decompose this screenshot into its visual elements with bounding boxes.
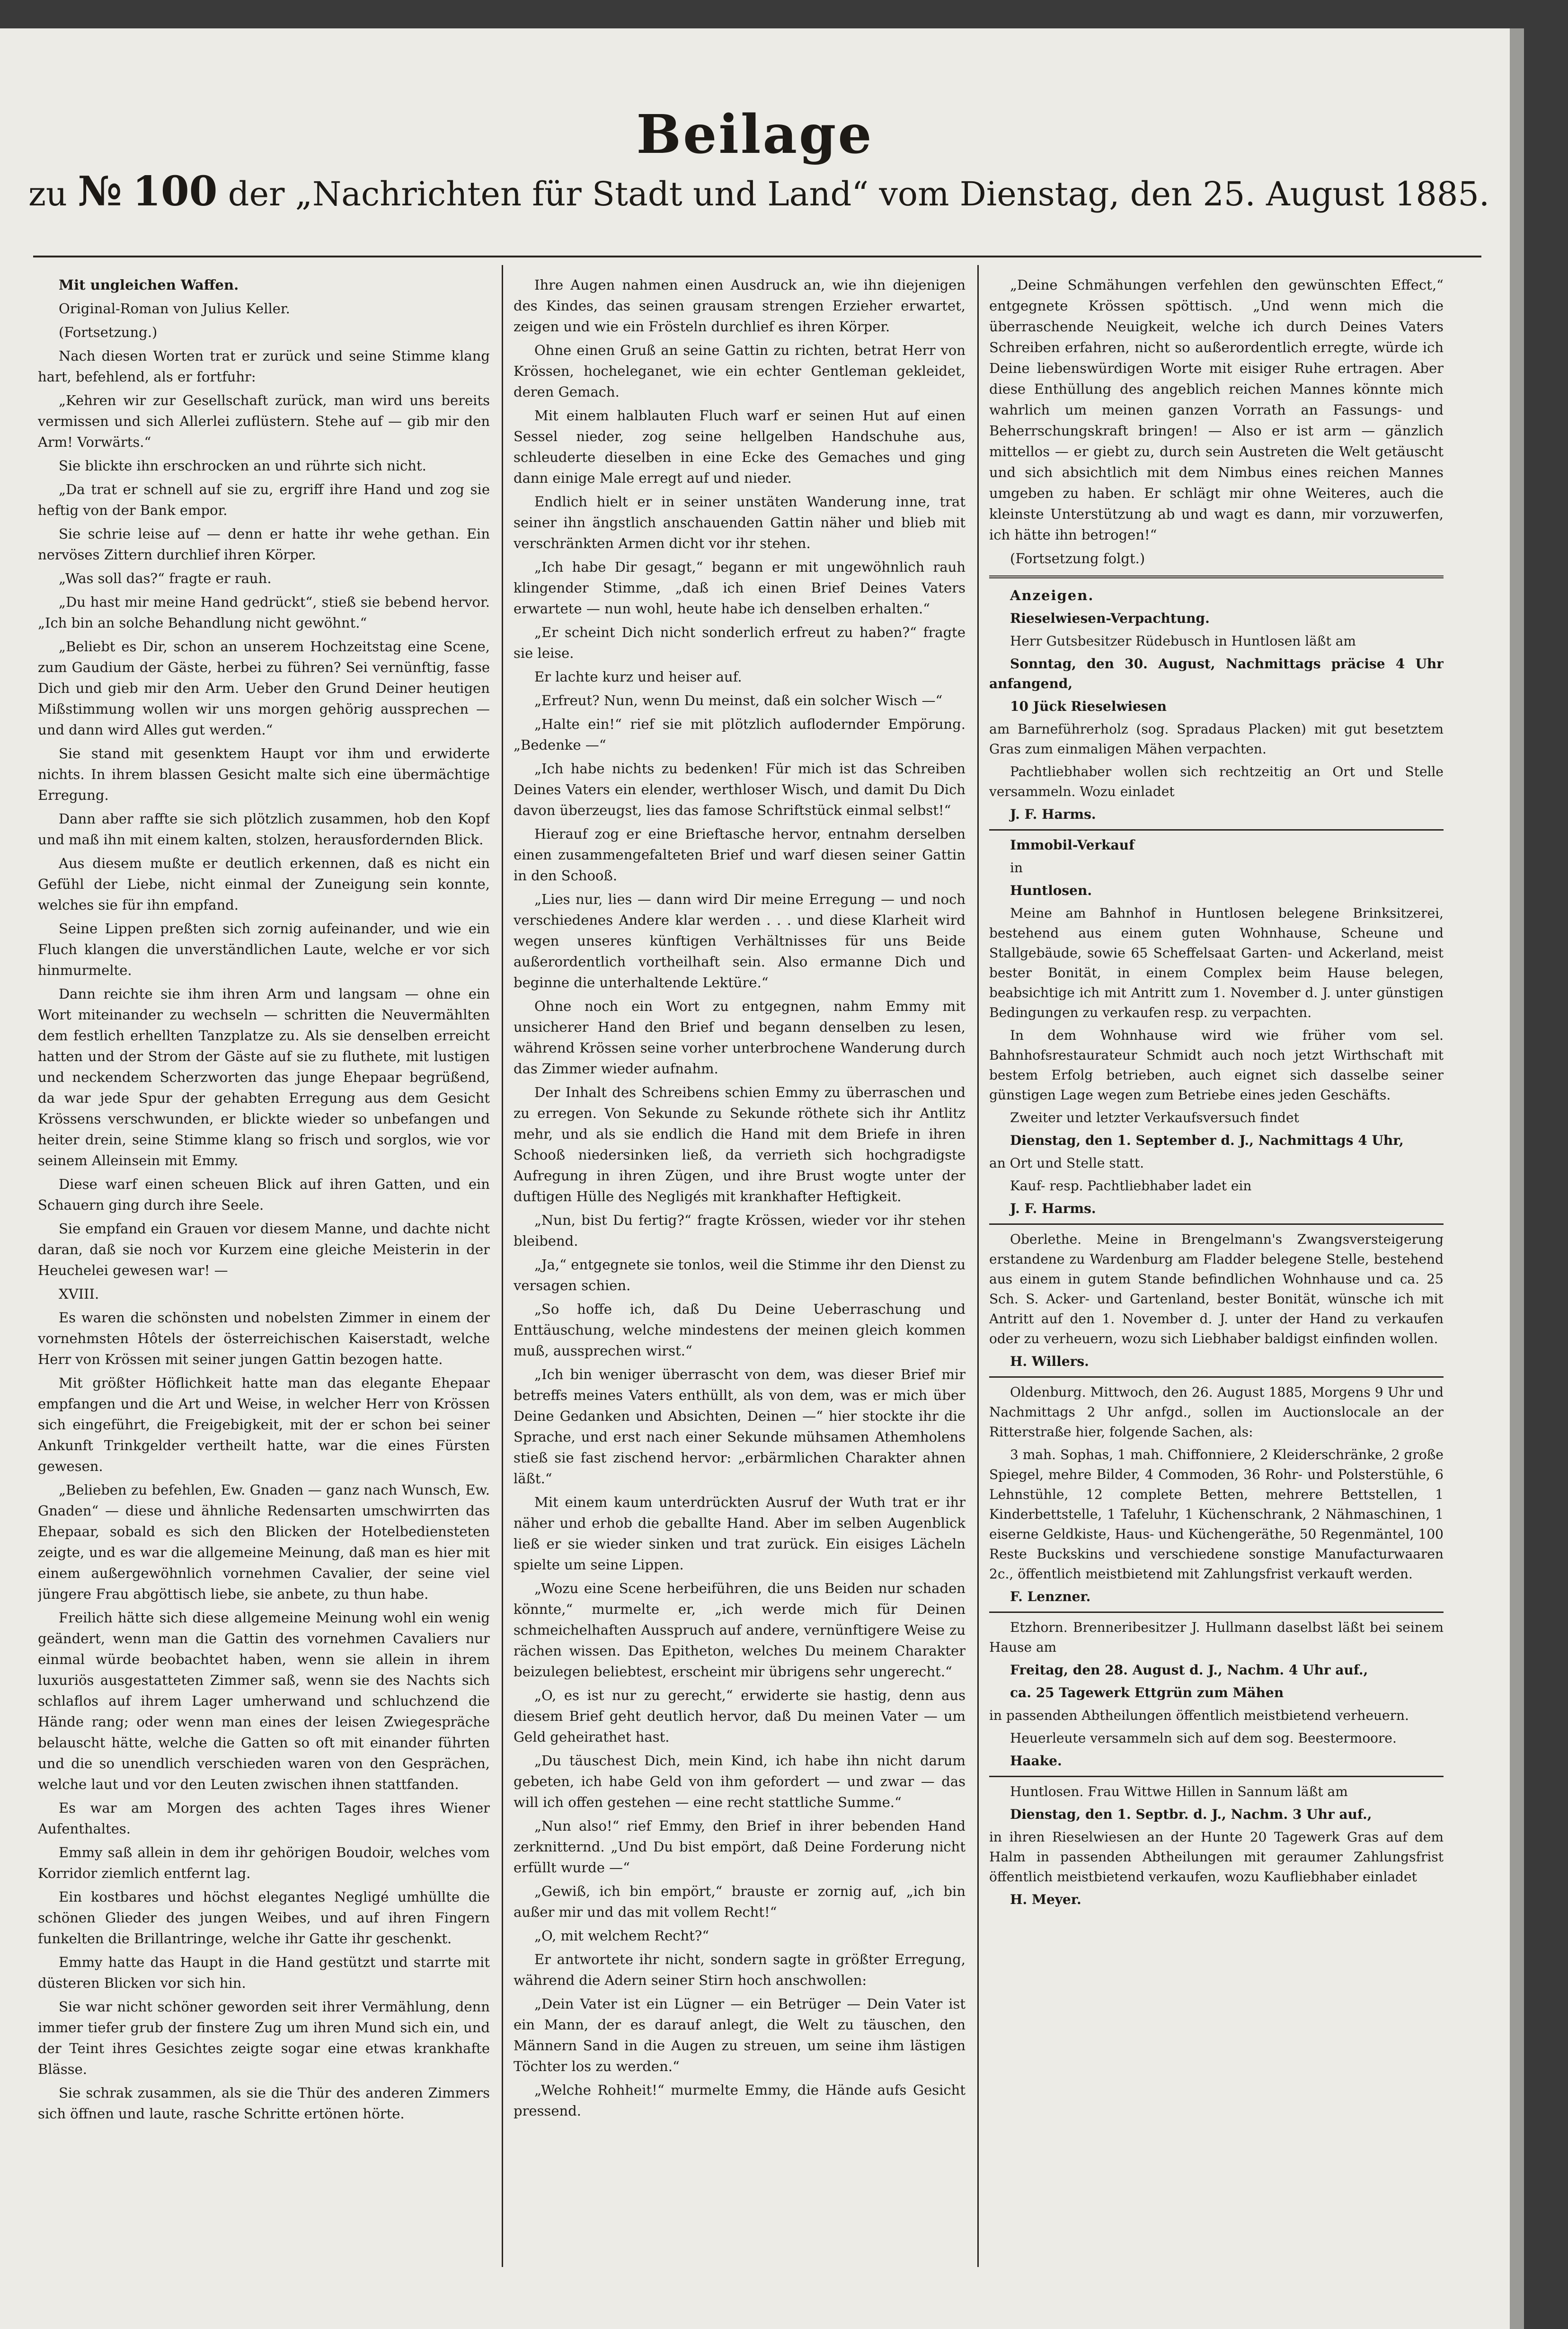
ad-etzhorn [989, 1618, 1444, 1771]
paragraph: „Er scheint Dich nicht sonderlich erfreut zu haben?“ fragte sie leise. [514, 624, 966, 661]
ad-oberlethe [989, 1230, 1444, 1372]
paragraph: Hierauf zog er eine Brieftasche hervor, entnahm derselben einen zusammengefalteten Brief und warf diesen seiner Gattin in den Schooß. [514, 826, 966, 884]
paragraph: Ihre Augen nahmen einen Ausdruck an, wie ihn diejenigen des Kindes, das seinen grausam strengen Erzieher erwartet, zeigen und wie ein Frösteln durchlief es ihren Körper. [514, 277, 966, 335]
paragraph: „Ich habe nichts zu bedenken! Für mich ist das Schreiben Deines Vaters ein elender, werthloser Wisch, und damit Du Dich davon überzeugst, lies das famose Schriftstück einmal selbst!“ [514, 761, 966, 818]
paragraph: Mit einem halblauten Fluch warf er seinen Hut auf einen Sessel nieder, zog seine hellgelben Handschuhe aus, schleuderte dieselben in eine Ecke des Gemaches und ging dann einige Male erregt auf und nieder. [514, 407, 966, 486]
ad1-text1: Herr Gutsbesitzer Rüdebusch in Huntlosen läßt am [1010, 633, 1356, 649]
paragraph: Er lachte kurz und heiser auf. [534, 669, 742, 685]
paragraph: Mit größter Höflichkeit hatte man das elegante Ehepaar empfangen und die Art und Weise, in welcher Herr von Krössen sich eingeführt, die Freigebigkeit, mit der er schon bei seiner Ankunft Trinkgelder vertheilt hatte, war die eines Fürsten gewesen. [38, 1375, 490, 1474]
paragraph: „Lies nur, lies — dann wird Dir meine Erregung — und noch verschiedenes Andere klar werden . . . und diese Klarheit wird wegen unseres künftigen Verhältnisses für uns Beide außerordentlich vortheilhaft sein. Also ermanne Dich und beginne die unterhaltende Lektüre.“ [514, 891, 966, 991]
paragraph: „Dein Vater ist ein Lügner — ein Betrüger — Dein Vater ist ein Mann, der es darauf anlegt, die Welt zu täuschen, den Männern Sand in die Augen zu streuen, um seine ihm lästigen Töchter los zu werden.“ [514, 1996, 966, 2074]
ad6-date: Dienstag, den 1. Septbr. d. J., Nachm. 3 Uhr auf., [1010, 1807, 1372, 1822]
paragraph: „Wozu eine Scene herbeiführen, die uns Beiden nur schaden könnte,“ murmelte er, „ich werde mich für Deinen schmeichelhaften Ausspruch auf andere, vernünftigere Weise zu rächen wissen. Das Epitheton, welches Du meinem Charakter beizulegen beliebtest, erscheint mir übrigens sehr ungerecht.“ [514, 1580, 966, 1680]
ad-separator [989, 1612, 1444, 1613]
paragraph: Sie schrie leise auf — denn er hatte ihr wehe gethan. Ein nervöses Zittern durchlief ihren Körper. [38, 526, 490, 563]
paragraph: Aus diesem mußte er deutlich erkennen, daß es nicht ein Gefühl der Liebe, nicht einmal der Zuneigung sein konnte, welches sie für ihn empfand. [38, 855, 490, 913]
paragraph: Dann aber raffte sie sich plötzlich zusammen, hob den Kopf und maß ihn mit einem kalten, stolzen, herausfordernden Blick. [38, 811, 490, 848]
number-sign: № [78, 168, 122, 215]
ad5-signature: Haake. [1010, 1753, 1062, 1769]
column-divider-2 [977, 265, 979, 2267]
masthead-rule [33, 256, 1481, 257]
ad2-headline: Immobil-Verkauf [1010, 837, 1135, 853]
serial-continued: (Fortsetzung.) [59, 324, 158, 340]
issue-prefix: zu [28, 175, 67, 213]
paragraph: „So hoffe ich, daß Du Deine Ueberraschung und Enttäuschung, welche mindestens der meinen gleich kommen muß, aussprechen wirst.“ [514, 1301, 966, 1359]
ad-auction [989, 1382, 1444, 1607]
ad2-text4: an Ort und Stelle statt. [989, 1155, 1144, 1171]
ad-immobil [989, 835, 1444, 1219]
col1-text-a [38, 345, 490, 1281]
paragraph: Er antwortete ihr nicht, sondern sagte in größter Erregung, während die Adern seiner Stirn hoch anschwollen: [514, 1951, 966, 1988]
ad1-item: 10 Jück Rieselwiesen [1010, 699, 1167, 714]
ad5-date: Freitag, den 28. August d. J., Nachm. 4 Uhr auf., [1010, 1662, 1368, 1678]
paragraph: „Gewiß, ich bin empört,“ brauste er zornig auf, „ich bin außer mir und das mit vollem Recht!“ [514, 1883, 966, 1920]
column-3 [989, 275, 1444, 2272]
ad6-text2: in ihren Rieselwiesen an der Hunte 20 Tagewerk Gras auf dem Halm in passenden Abtheilungen mit geraumer Zahlungsfrist öffentlich meistbietend verkaufen, wozu Kaufliebhaber einladet [989, 1829, 1444, 1885]
ad5-item: ca. 25 Tagewerk Ettgrün zum Mähen [1010, 1685, 1284, 1700]
paragraph: „Ich habe Dir gesagt,“ begann er mit ungewöhnlich rauh klingender Stimme, „daß ich einen Brief Deines Vaters erwartete — nun wohl, heute habe ich denselben erhalten.“ [514, 559, 966, 617]
paragraph: Diese warf einen scheuen Blick auf ihren Gatten, und ein Schauern ging durch ihre Seele. [38, 1176, 490, 1213]
ad1-headline: Rieselwiesen-Verpachtung. [1010, 611, 1210, 626]
ad-separator [989, 829, 1444, 831]
ad5-text3: Heuerleute versammeln sich auf dem sog. Beestermoore. [1010, 1730, 1397, 1746]
paragraph: „Du täuschest Dich, mein Kind, ich habe ihn nicht darum gebeten, ich habe Geld von ihm gefordert — und zwar — das will ich offen gestehen — eine recht stattliche Summe.“ [514, 1753, 966, 1810]
paragraph: Ohne einen Gruß an seine Gattin zu richten, betrat Herr von Krössen, hocheleganet, wie ein echter Gentleman gekleidet, deren Gemach. [514, 342, 966, 400]
ad-separator [989, 1223, 1444, 1225]
paragraph: Es waren die schönsten und nobelsten Zimmer in einem der vornehmsten Hôtels der österreichischen Kaiserstadt, welche Herr von Krössen mit seiner jungen Gattin bezogen hatte. [38, 1310, 490, 1367]
ad-separator [989, 1776, 1444, 1777]
ad2-text5: Kauf- resp. Pachtliebhaber ladet ein [1010, 1178, 1252, 1194]
ads-section-title: Anzeigen. [1010, 587, 1094, 603]
paragraph: „Da trat er schnell auf sie zu, ergriff ihre Hand und zog sie heftig von der Bank empor. [38, 481, 490, 518]
ad1-text3: Pachtliebhaber wollen sich rechtzeitig an Ort und Stelle versammeln. Wozu einladet [989, 764, 1444, 799]
paragraph: „Was soll das?“ fragte er rauh. [59, 570, 272, 586]
ad2-in: in [1010, 860, 1023, 876]
ad5-text2: in passenden Abtheilungen öffentlich meistbietend verheuern. [989, 1708, 1409, 1723]
col1-text-b [38, 1307, 490, 2124]
paragraph: „Du hast mir meine Hand gedrückt“, stieß sie bebend hervor. „Ich bin an solche Behandlung nicht gewöhnt.“ [38, 594, 490, 631]
column-2 [514, 275, 966, 2272]
paragraph: Endlich hielt er in seiner unstäten Wanderung inne, trat seiner ihn ängstlich anschauenden Gattin näher und blieb mit verschränkten Armen dicht vor ihr stehen. [514, 494, 966, 551]
ad-huntlosen [989, 1782, 1444, 1910]
paragraph: Ohne noch ein Wort zu entgegnen, nahm Emmy mit unsicherer Hand den Brief und begann denselben zu lesen, während Krössen seine vorher unterbrochene Wanderung durch das Zimmer wieder aufnahm. [514, 998, 966, 1077]
ad1-text2: am Barneführerholz (sog. Spradaus Placken) mit gut besetztem Gras zum einmaligen Mähen verpachten. [989, 721, 1444, 757]
issue-number: 100 [132, 168, 218, 215]
paragraph: Es war am Morgen des achten Tages ihres Wiener Aufenthaltes. [38, 1800, 490, 1837]
paragraph: Sie stand mit gesenktem Haupt vor ihm und erwiderte nichts. In ihrem blassen Gesicht malte sich eine übermächtige Erregung. [38, 745, 490, 803]
paragraph: „Deine Schmähungen verfehlen den gewünschten Effect,“ entgegnete Krössen spöttisch. „Und wenn mich die überraschende Neuigkeit, welche ich durch Deines Vaters Schreiben erfahren, nicht so außerordentlich erregte, würde ich Deine liebenswürdigen Worte mit eisiger Ruhe ertragen. Aber diese Enthüllung des angeblich reichen Mannes könnte mich wahrlich um meinen ganzen Vorrath an Fassungs- und Beherrschungskraft bringen! — Also er ist arm — gänzlich mittellos — er giebt zu, durch sein Austreten die Welt getäuscht und sich absichtlich mit dem Nimbus eines reichen Mannes umgeben zu haben. Er schlägt mir ohne Weiteres, auch die kleinste Unterstützung ab und wagt es dann, mir vorzuwerfen, ich hätte ihn betrogen!“ [989, 277, 1444, 543]
paragraph: Sie empfand ein Grauen vor diesem Manne, und dachte nicht daran, daß sie noch vor Kurzem eine gleiche Meisterin in der Heuchelei gewesen war! — [38, 1221, 490, 1278]
col3-text [989, 275, 1444, 545]
ad2-text3: Zweiter und letzter Verkaufsversuch findet [1010, 1110, 1299, 1125]
ad2-place: Huntlosen. [1010, 883, 1092, 898]
ad4-text2: 3 mah. Sophas, 1 mah. Chiffonniere, 2 Kleiderschränke, 2 große Spiegel, mehre Bilder, 4 Commoden, 36 Rohr- und Polsterstühle, 6 Lehnstühle, 12 complete Betten, mehrere Bettstellen, 1 Kinderbettstelle, 1 Tafeluhr, 1 Küchenschrank, 2 Nähmaschinen, 1 eiserne Geldkiste, Haus- und Küchengeräthe, 50 Regenmäntel, 100 Reste Buckskins und verschiedene sonstige Manufacturwaaren 2c., öffentlich meistbietend mit Zahlungsfrist verkauft werden. [989, 1447, 1444, 1582]
paragraph: „Beliebt es Dir, schon an unserem Hochzeitstag eine Scene, zum Gaudium der Gäste, herbei zu führen? Sei vernünftig, fasse Dich und gieb mir den Arm. Ueber den Grund Deiner heutigen Mißstimmung wollen wir uns morgen gehörig aussprechen — und dann wird Alles gut werden.“ [38, 638, 490, 738]
to-be-continued: (Fortsetzung folgt.) [1010, 550, 1145, 567]
paragraph: „Nun also!“ rief Emmy, den Brief in ihrer bebenden Hand zerknitternd. „Und Du bist empört, daß Deine Forderung nicht erfüllt wurde —“ [514, 1818, 966, 1876]
paragraph: „O, mit welchem Recht?“ [534, 1928, 709, 1944]
ad3-text: Oberlethe. Meine in Brengelmann's Zwangsversteigerung erstandene zu Wardenburg am Fladder belegene Stelle, bestehend aus einem in gutem Stande befindlichen Wohnhause und ca. 25 Sch. S. Acker- und Gartenland, bester Bonität, wünsche ich mit Antritt auf den 1. November d. J. unter der Hand zu verkaufen oder zu verheuern, wozu sich Liebhaber baldigst einfinden wollen. [989, 1231, 1444, 1346]
ad5-text1: Etzhorn. Brenneribesitzer J. Hullmann daselbst läßt bei seinem Hause am [989, 1620, 1444, 1655]
paragraph: Sie blickte ihn erschrocken an und rührte sich nicht. [59, 458, 426, 474]
paragraph: „Erfreut? Nun, wenn Du meinst, daß ein solcher Wisch —“ [534, 692, 943, 708]
paragraph: Emmy hatte das Haupt in die Hand gestützt und starrte mit düsteren Blicken vor sich hin. [38, 1954, 490, 1991]
serial-author: Original-Roman von Julius Keller. [59, 301, 290, 317]
issue-line [28, 166, 1490, 220]
ad1-signature: J. F. Harms. [1010, 806, 1096, 822]
paragraph: „O, es ist nur zu gerecht,“ erwiderte sie hastig, denn aus diesem Brief geht deutlich hervor, daß Du meinen Vater — um Geld geheirathet hast. [514, 1687, 966, 1745]
ad4-text1: Oldenburg. Mittwoch, den 26. August 1885, Morgens 9 Uhr und Nachmittags 2 Uhr anfgd., sollen im Auctionslocale an der Ritterstraße hier, folgende Sachen, als: [989, 1384, 1444, 1440]
ad-rieselwiesen [989, 609, 1444, 824]
paragraph: Freilich hätte sich diese allgemeine Meinung wohl ein wenig geändert, wenn man die Gattin des vornehmen Cavaliers nur einmal würde beobachtet haben, wenn sie allein in ihrem luxuriös ausgestatteten Zimmer saß, wenn sie des Nachts sich schlaflos auf ihrem Lager umherwand und schluchzend die Hände rang; oder wenn man eines der leisen Zwiegespräche belauscht hätte, welche die Gatten so oft mit einander führten und die so unendlich verschieden waren von den Gesprächen, welche laut und vor den Leuten zwischen ihnen stattfanden. [38, 1610, 490, 1792]
paragraph: „Ich bin weniger überrascht von dem, was dieser Brief mir betreffs meines Vaters enthüllt, als von dem, was er mich über Deine Gedanken und Absichten, Deinen —“ hier stockte ihr die Sprache, und erst nach einer Sekunde mühsamen Athemholens stieß sie fast zischend hervor: „erbärmlichen Charakter ahnen läßt.“ [514, 1366, 966, 1487]
ad2-text2: In dem Wohnhause wird wie früher vom sel. Bahnhofsrestaurateur Schmidt auch noch jetzt Wirthschaft mit bestem Erfolg betrieben, auch eignet sich dasselbe seiner günstigen Lage wegen zum Betriebe eines jeden Geschäfts. [989, 1027, 1444, 1103]
paragraph: „Nun, bist Du fertig?“ fragte Krössen, wieder vor ihr stehen bleibend. [514, 1212, 966, 1249]
ad6-text1: Huntlosen. Frau Wittwe Hillen in Sannum läßt am [1010, 1784, 1348, 1799]
paragraph: Der Inhalt des Schreibens schien Emmy zu überraschen und zu erregen. Von Sekunde zu Sekunde röthete sich ihr Antlitz mehr, und als sie endlich die Hand mit dem Briefe in ihren Schooß niedersinken ließ, da verrieth sich hochgradigste Aufregung in ihren Zügen, und ihre Brust wogte unter der duftigen Hülle des Negligés mit krankhafter Heftigkeit. [514, 1084, 966, 1204]
serial-title: Mit ungleichen Waffen. [59, 277, 239, 293]
paragraph: Ein kostbares und höchst elegantes Negligé umhüllte die schönen Glieder des jungen Weibes, und auf ihren Fingern funkelten die Brillantringe, welche ihr Gatte ihr geschenkt. [38, 1889, 490, 1947]
ad2-date: Dienstag, den 1. September d. J., Nachmittags 4 Uhr, [1010, 1133, 1404, 1148]
ad3-signature: H. Willers. [1010, 1354, 1089, 1369]
ad4-signature: F. Lenzner. [1010, 1589, 1091, 1604]
paragraph: „Ja,“ entgegnete sie tonlos, weil die Stimme ihr den Dienst zu versagen schien. [514, 1257, 966, 1293]
paragraph: „Belieben zu befehlen, Ew. Gnaden — ganz nach Wunsch, Ew. Gnaden“ — diese und ähnliche Redensarten umschwirrten das Ehepaar, sobald es sich den Blicken der Hotelbediensteten zeigte, und es war die allgemeine Meinung, daß man es hier mit einem außergewöhnlich vornehmen Cavalier, der seine viel jüngere Frau abgöttisch liebe, sie anbete, zu thun habe. [38, 1482, 490, 1602]
supplement-title: Beilage [636, 104, 874, 166]
paragraph: Emmy saß allein in dem ihr gehörigen Boudoir, welches vom Korridor ziemlich entfernt lag. [38, 1844, 490, 1881]
ads-rule [989, 576, 1444, 578]
paragraph: Seine Lippen preßten sich zornig aufeinander, und wie ein Fluch klangen die unverständlichen Laute, welche er vor sich hinmurmelte. [38, 921, 490, 978]
chapter-heading: XVIII. [59, 1286, 99, 1302]
paragraph: Nach diesen Worten trat er zurück und seine Stimme klang hart, befehlend, als er fortfuhr: [38, 348, 490, 385]
ad1-date: Sonntag, den 30. August, Nachmittags präcise 4 Uhr anfangend, [989, 656, 1444, 691]
ad2-text1: Meine am Bahnhof in Huntlosen belegene Brinksitzerei, bestehend aus einem guten Wohnhause, Scheune und Stallgebäude, sowie 65 Scheffelsaat Garten- und Ackerland, meist bester Bonität, in einem Complex beim Hause belegen, beabsichtige ich mit Antritt zum 1. November d. J. unter günstigen Bedingungen zu verkaufen resp. zu verpachten. [989, 905, 1444, 1020]
ad2-signature: J. F. Harms. [1010, 1201, 1096, 1216]
page-edge [1510, 28, 1524, 2329]
paragraph: Mit einem kaum unterdrückten Ausruf der Wuth trat er ihr näher und erhob die geballte Hand. Aber im selben Augenblick ließ er sie wieder sinken und trat zurück. Ein eisiges Lächeln spielte um seine Lippen. [514, 1494, 966, 1573]
paragraph: „Halte ein!“ rief sie mit plötzlich auflodernder Empörung. „Bedenke —“ [514, 716, 966, 753]
masthead [28, 104, 1490, 246]
ad6-signature: H. Meyer. [1010, 1892, 1081, 1907]
paragraph: „Welche Rohheit!“ murmelte Emmy, die Hände aufs Gesicht pressend. [514, 2082, 966, 2119]
col2-text [514, 275, 966, 2121]
paragraph: Sie schrak zusammen, als sie die Thür des anderen Zimmers sich öffnen und laute, rasche Schritte ertönen hörte. [38, 2085, 490, 2122]
newspaper-page [0, 28, 1510, 2329]
paragraph: Dann reichte sie ihm ihren Arm und langsam — ohne ein Wort miteinander zu wechseln — schritten die Neuvermählten dem festlich erhellten Tanzplatze zu. Als sie denselben erreicht hatten und der Strom der Gäste auf sie zu fluthete, mit lustigen und neckendem Scherzworten das junge Ehepaar begrüßend, da war jede Spur der gehabten Erregung aus dem Gesicht Krössens verschwunden, er blickte wieder so unbefangen und heiter drein, seine Stimme klang so frisch und sorglos, wie vor seinem Alleinsein mit Emmy. [38, 986, 490, 1169]
column-1 [38, 275, 490, 2272]
paragraph: „Kehren wir zur Gesellschaft zurück, man wird uns bereits vermissen und sich Allerlei zuflüstern. Stehe auf — gib mir den Arm! Vorwärts.“ [38, 392, 490, 450]
paragraph: Sie war nicht schöner geworden seit ihrer Vermählung, denn immer tiefer grub der finstere Zug um ihren Mund sich ein, und der Teint ihres Gesichtes zeigte sogar eine etwas krankhafte Blässe. [38, 1999, 490, 2077]
issue-date-line: der „Nachrichten für Stadt und Land“ vom Dienstag, den 25. August 1885. [228, 175, 1490, 213]
column-divider-1 [502, 265, 503, 2267]
ad-separator [989, 1376, 1444, 1378]
